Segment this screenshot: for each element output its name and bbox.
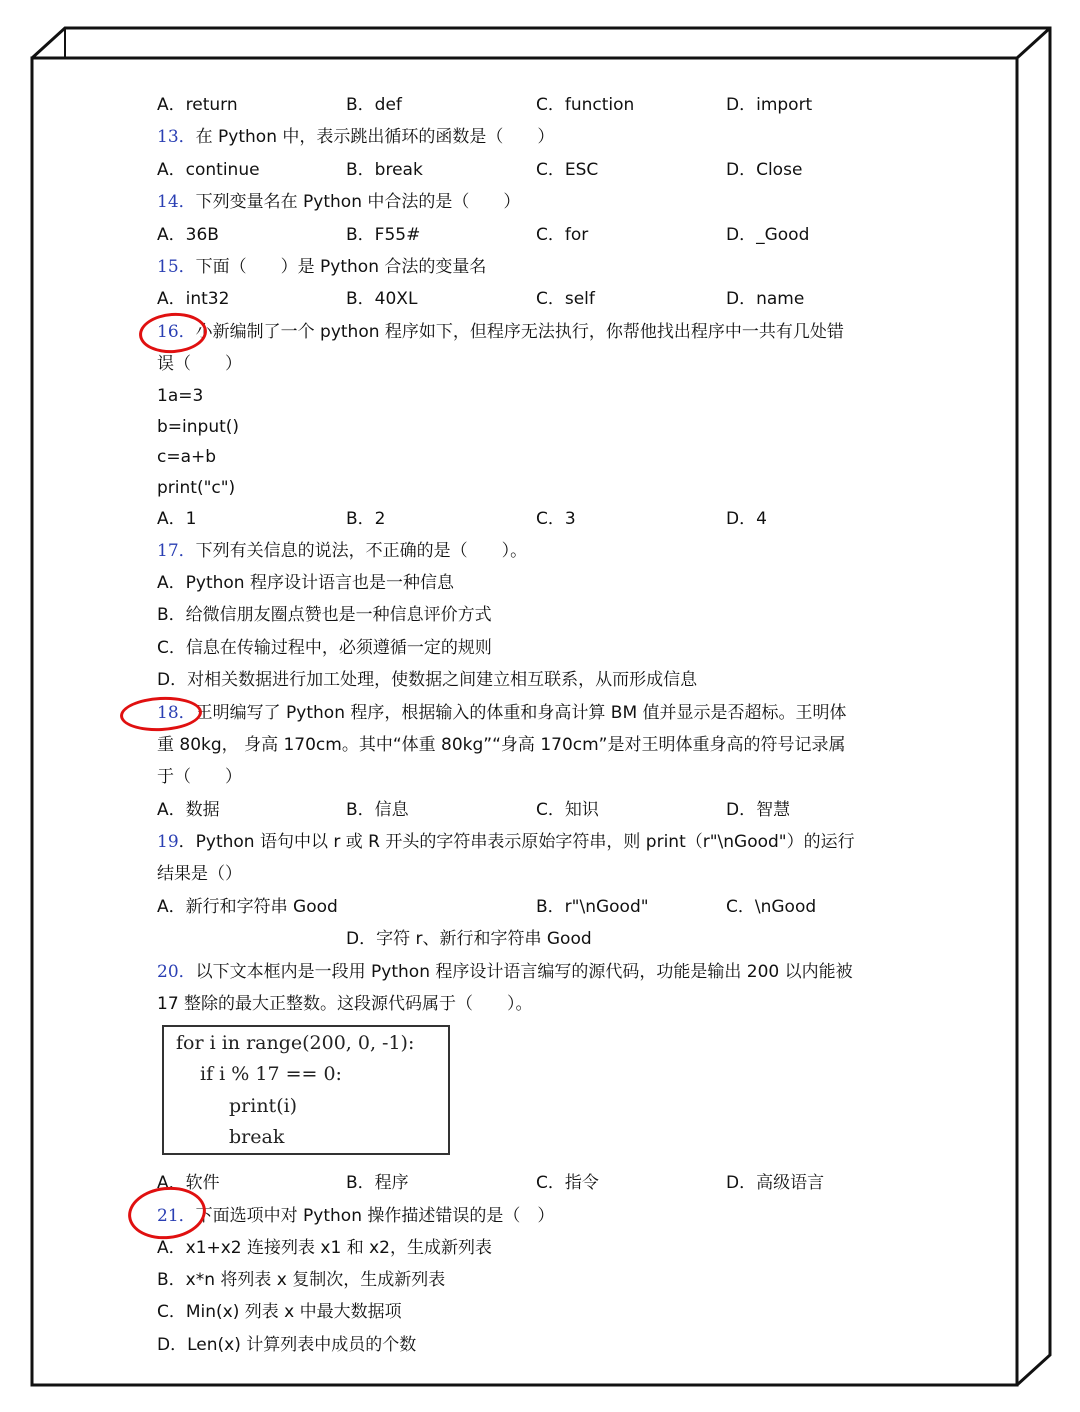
q13-option-b: B．break (346, 160, 423, 180)
code-line: b=input() (157, 417, 240, 437)
source-code-box (162, 1025, 450, 1155)
q17-option-a: A．Python 程序设计语言也是一种信息 (157, 573, 454, 593)
question-20 (157, 960, 853, 984)
code-line: for i in range(200, 0, -1): (176, 1032, 415, 1054)
q21-option-d: D．Len(x) 计算列表中成员的个数 (157, 1335, 417, 1355)
q18-option-d: D．智慧 (726, 800, 791, 820)
q17-option-b: B．给微信朋友圈点赞也是一种信息评价方式 (157, 605, 492, 625)
q12-option-a: A．return (157, 95, 238, 115)
q15-option-c: C．self (536, 289, 595, 309)
q15-option-d: D．name (726, 289, 805, 309)
q18-option-b: B．信息 (346, 800, 409, 820)
question-14 (157, 190, 520, 214)
q13-option-a: A．continue (157, 160, 260, 180)
question-number: 13． (157, 127, 196, 147)
question-number: 16． (157, 322, 196, 342)
question-text: 王明编写了 Python 程序，根据输入的体重和身高计算 BM 值并显示是否超标。王明体 (195, 703, 847, 723)
question-text: 下面选项中对 Python 操作描述错误的是（ ） (195, 1206, 555, 1226)
question-number: 15． (157, 257, 196, 277)
q16-option-a: A．1 (157, 509, 197, 529)
question-18 (157, 701, 847, 725)
q19-option-d: D．字符 r、新行和字符串 Good (346, 929, 592, 949)
q16-option-c: C．3 (536, 509, 576, 529)
question-16 (157, 320, 844, 344)
q21-option-b: B．x*n 将列表 x 复制次，生成新列表 (157, 1270, 446, 1290)
q21-option-c: C．Min(x) 列表 x 中最大数据项 (157, 1302, 402, 1322)
question-text: 下列有关信息的说法，不正确的是（ ）。 (195, 541, 528, 561)
question-text: ．Python 语句中以 r 或 R 开头的字符串表示原始字符串，则 print（r"\nGood"）的运行 (178, 832, 855, 852)
code-line: print("c") (157, 478, 236, 498)
q20-option-a: A．软件 (157, 1173, 220, 1193)
question-number: 20． (157, 962, 196, 982)
code-line: if i % 17 == 0: (200, 1063, 342, 1085)
q14-option-a: A．36B (157, 225, 219, 245)
q17-option-c: C．信息在传输过程中，必须遵循一定的规则 (157, 638, 492, 658)
question-16-cont: 误（ ） (157, 354, 242, 374)
q20-option-d: D．高级语言 (726, 1173, 825, 1193)
q13-option-c: C．ESC (536, 160, 599, 180)
q19-option-b: B．r"\nGood" (536, 897, 649, 917)
q20-option-c: C．指令 (536, 1173, 599, 1193)
q18-option-c: C．知识 (536, 800, 599, 820)
q21-option-a: A．x1+x2 连接列表 x1 和 x2，生成新列表 (157, 1238, 492, 1258)
code-line: 1a=3 (157, 386, 204, 406)
q14-option-c: C．for (536, 225, 589, 245)
question-number: 19 (157, 832, 179, 852)
q12-option-b: B．def (346, 95, 402, 115)
question-text: 下列变量名在 Python 中合法的是（ ） (195, 192, 521, 212)
q16-option-b: B．2 (346, 509, 386, 529)
code-line: print(i) (229, 1095, 298, 1117)
question-text: 下面（ ）是 Python 合法的变量名 (195, 257, 487, 277)
q12-option-d: D．import (726, 95, 813, 115)
q17-option-d: D．对相关数据进行加工处理，使数据之间建立相互联系，从而形成信息 (157, 670, 698, 690)
question-number: 17． (157, 541, 196, 561)
question-21 (157, 1204, 554, 1228)
code-line: break (229, 1126, 285, 1148)
q20-option-b: B．程序 (346, 1173, 409, 1193)
q19-option-c: C．\nGood (726, 897, 817, 917)
q16-option-d: D．4 (726, 509, 767, 529)
question-text: 小新编制了一个 python 程序如下，但程序无法执行，你帮他找出程序中一共有几处错 (195, 322, 844, 342)
question-18-cont-1: 重 80kg， 身高 170cm。其中“体重 80kg”“身高 170cm”是对王明体重身高的符号记录属 (157, 735, 846, 755)
q19-option-a: A．新行和字符串 Good (157, 897, 338, 917)
question-19 (157, 830, 855, 854)
question-17 (157, 539, 527, 563)
q14-option-d: D．_Good (726, 225, 810, 245)
question-number: 18． (157, 703, 196, 723)
q13-option-d: D．Close (726, 160, 803, 180)
question-15 (157, 255, 486, 279)
question-number: 21． (157, 1206, 196, 1226)
question-13 (157, 125, 554, 149)
q15-option-b: B．40XL (346, 289, 418, 309)
question-18-cont-2: 于（ ） (157, 767, 242, 787)
q14-option-b: B．F55# (346, 225, 421, 245)
question-19-cont: 结果是（） (157, 864, 242, 884)
q12-option-c: C．function (536, 95, 635, 115)
question-text: 在 Python 中，表示跳出循环的函数是（ ） (195, 127, 555, 147)
question-20-cont: 17 整除的最大正整数。这段源代码属于（ ）。 (157, 994, 533, 1014)
q18-option-a: A．数据 (157, 800, 220, 820)
question-number: 14． (157, 192, 196, 212)
code-line: c=a+b (157, 447, 217, 467)
question-text: 以下文本框内是一段用 Python 程序设计语言编写的源代码，功能是输出 200 以内能被 (195, 962, 853, 982)
q15-option-a: A．int32 (157, 289, 230, 309)
